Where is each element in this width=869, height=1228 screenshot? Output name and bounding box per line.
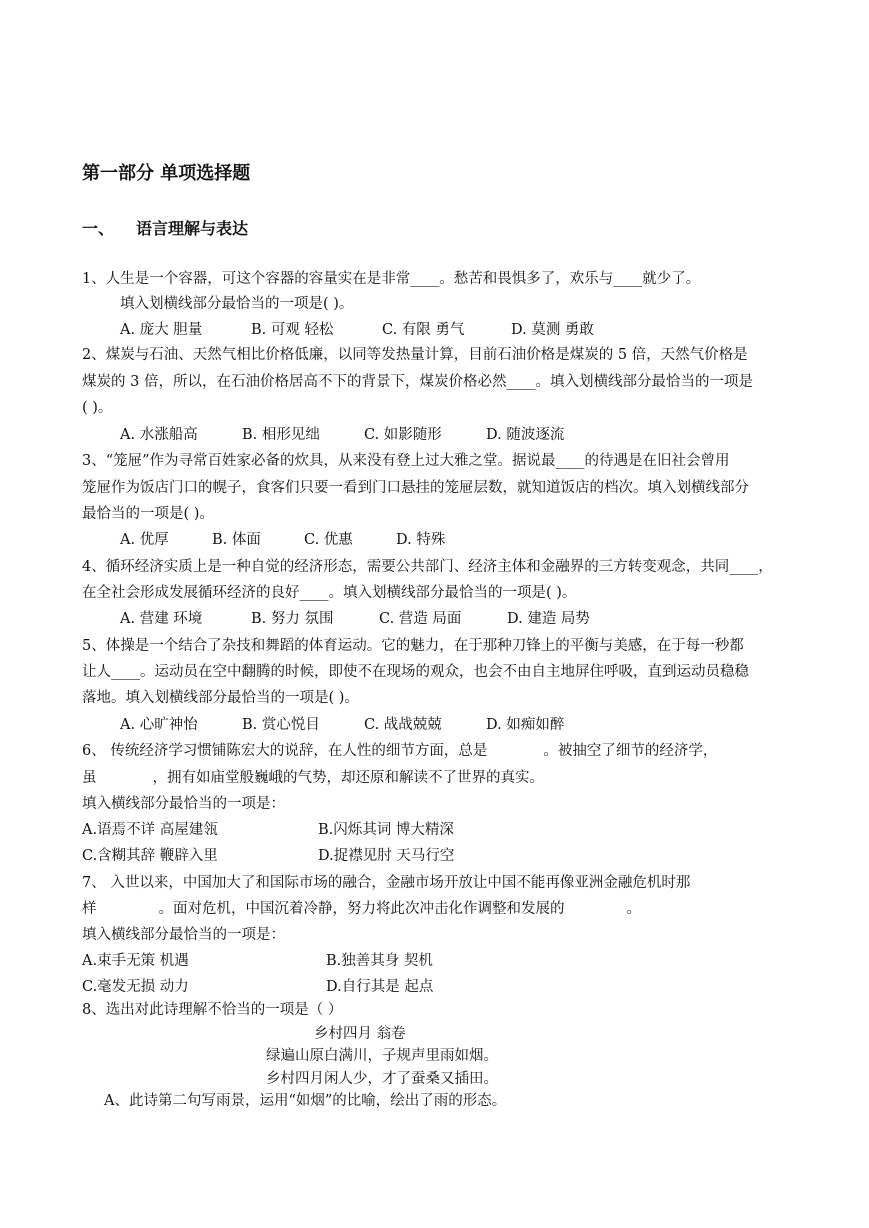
- q7-stem-line2-part2: 。面对危机，中国沉着冷静，努力将此次冲击化作调整和发展的: [158, 901, 565, 917]
- q6-instruction: 填入横线部分最恰当的一项是：: [82, 796, 285, 812]
- q7-instruction: 填入横线部分最恰当的一项是：: [82, 927, 285, 943]
- q1-option-a: A. 庞大 胆量: [120, 322, 203, 338]
- q4-option-c: C. 营造 局面: [379, 611, 462, 627]
- q7-option-c: C.毫发无损 动力: [82, 979, 189, 995]
- q1-stem-line1: 1、人生是一个容器，可这个容器的容量实在是非常____。愁苦和畏惧多了，欢乐与____就少了。: [82, 271, 701, 287]
- q5-option-d: D. 如痴如醉: [486, 717, 565, 733]
- q4-option-b: B. 努力 氛围: [251, 611, 334, 627]
- q7-options-row2: [82, 977, 433, 997]
- q3-options: [120, 530, 445, 550]
- q6-stem-line2-part2: ，拥有如庙堂般巍峨的气势，却还原和解读不了世界的真实。: [152, 770, 544, 786]
- q4-options: [120, 609, 590, 629]
- section-number: 一、: [82, 219, 115, 238]
- q8-stem-line1: 8、选出对此诗理解不恰当的一项是（ ）: [82, 1002, 343, 1018]
- q4-stem-line1: 4、循环经济实质上是一种自觉的经济形态，需要公共部门、经济主体和金融界的三方转变观念，共同____，: [82, 559, 773, 575]
- q6-option-c: C.含糊其辞 鞭辟入里: [82, 848, 218, 864]
- q1-option-c: C. 有限 勇气: [382, 322, 465, 338]
- q5-option-c: C. 战战兢兢: [364, 717, 442, 733]
- q2-option-a: A. 水涨船高: [120, 427, 198, 443]
- q4-option-a: A. 营建 环境: [120, 611, 203, 627]
- q6-stem-line1: [82, 741, 717, 761]
- q6-stem-line1-part2: 。被抽空了细节的经济学，: [543, 743, 718, 759]
- q7-stem-line2-part3: 。: [626, 901, 641, 917]
- q7-stem-line2-part1: 样: [82, 901, 97, 917]
- q6-stem-line1-part1: 6、 传统经济学习惯铺陈宏大的说辞，在人性的细节方面，总是: [82, 743, 488, 759]
- q2-stem-line3: ( )。: [82, 400, 113, 416]
- q4-option-d: D. 建造 局势: [507, 611, 590, 627]
- q5-option-b: B. 赏心悦目: [242, 717, 320, 733]
- q8-poem-title: 乡村四月 翁卷: [314, 1026, 406, 1042]
- q7-stem-line1: 7、 入世以来，中国加大了和国际市场的融合，金融市场开放让中国不能再像亚洲金融危机时那: [82, 875, 691, 891]
- q5-stem-line2: 让人____。运动员在空中翻腾的时候，即使不在现场的观众，也会不由自主地屏住呼吸，直到运动员稳稳: [82, 664, 749, 680]
- q2-stem-line1: 2、煤炭与石油、天然气相比价格低廉，以同等发热量计算，目前石油价格是煤炭的 5 倍，天然气价格是: [82, 347, 748, 363]
- q6-option-a: A.语焉不详 高屋建瓴: [82, 822, 218, 838]
- q1-option-d: D. 莫测 勇敢: [511, 322, 594, 338]
- q2-stem-line2: 煤炭的 3 倍，所以，在石油价格居高不下的背景下，煤炭价格必然____。填入划横线部分最恰当的一项是: [82, 374, 753, 390]
- q8-option-a: A、此诗第二句写雨景，运用“如烟”的比喻，绘出了雨的形态。: [104, 1093, 507, 1109]
- q2-option-d: D. 随波逐流: [486, 427, 565, 443]
- q2-option-b: B. 相形见绌: [242, 427, 320, 443]
- q8-poem-line1: 绿遍山原白满川，子规声里雨如烟。: [266, 1048, 498, 1064]
- q7-option-a: A.束手无策 机遇: [82, 953, 189, 969]
- q6-stem-line2-part1: 虽: [82, 770, 97, 786]
- q6-options-row1: [82, 820, 454, 840]
- q7-option-d: D.自行其是 起点: [326, 979, 434, 995]
- q2-option-c: C. 如影随形: [364, 427, 442, 443]
- q3-option-b: B. 体面: [212, 532, 261, 548]
- q6-options-row2: [82, 846, 454, 866]
- q4-stem-line2: 在全社会形成发展循环经济的良好____。填入划横线部分最恰当的一项是( )。: [82, 585, 577, 601]
- q7-option-b: B.独善其身 契机: [326, 953, 433, 969]
- q1-options: [120, 320, 594, 340]
- q7-stem-line2: [82, 899, 641, 919]
- q5-options: [120, 715, 564, 735]
- q6-option-d: D.捉襟见肘 天马行空: [318, 848, 455, 864]
- q3-option-c: C. 优惠: [304, 532, 353, 548]
- q3-option-a: A. 优厚: [120, 532, 169, 548]
- q5-option-a: A. 心旷神怡: [120, 717, 198, 733]
- q6-stem-line2: [82, 768, 544, 788]
- section-heading: [82, 216, 248, 239]
- q2-options: [120, 425, 564, 445]
- q3-stem-line3: 最恰当的一项是( )。: [82, 506, 214, 522]
- q5-stem-line1: 5、体操是一个结合了杂技和舞蹈的体育运动。它的魅力，在于那种刀锋上的平衡与美感，在于每一秒都: [82, 638, 744, 654]
- q5-stem-line3: 落地。填入划横线部分最恰当的一项是( )。: [82, 690, 359, 706]
- q7-options-row1: [82, 951, 433, 971]
- q3-stem-line1: 3、“笼屉”作为寻常百姓家必备的炊具，从来没有登上过大雅之堂。据说最____的待遇是在旧社会曾用: [82, 453, 730, 469]
- q3-stem-line2: 笼屉作为饭店门口的幌子，食客们只要一看到门口悬挂的笼屉层数，就知道饭店的档次。填入划横线部分: [82, 480, 749, 496]
- q8-poem-line2: 乡村四月闲人少，才了蚕桑又插田。: [266, 1071, 498, 1087]
- q1-instruction: 填入划横线部分最恰当的一项是( )。: [120, 296, 354, 312]
- part-title: 第一部分 单项选择题: [82, 163, 251, 184]
- q1-option-b: B. 可观 轻松: [251, 322, 334, 338]
- q3-option-d: D. 特殊: [396, 532, 446, 548]
- q6-option-b: B.闪烁其词 博大精深: [318, 822, 454, 838]
- section-title: 语言理解与表达: [136, 219, 249, 238]
